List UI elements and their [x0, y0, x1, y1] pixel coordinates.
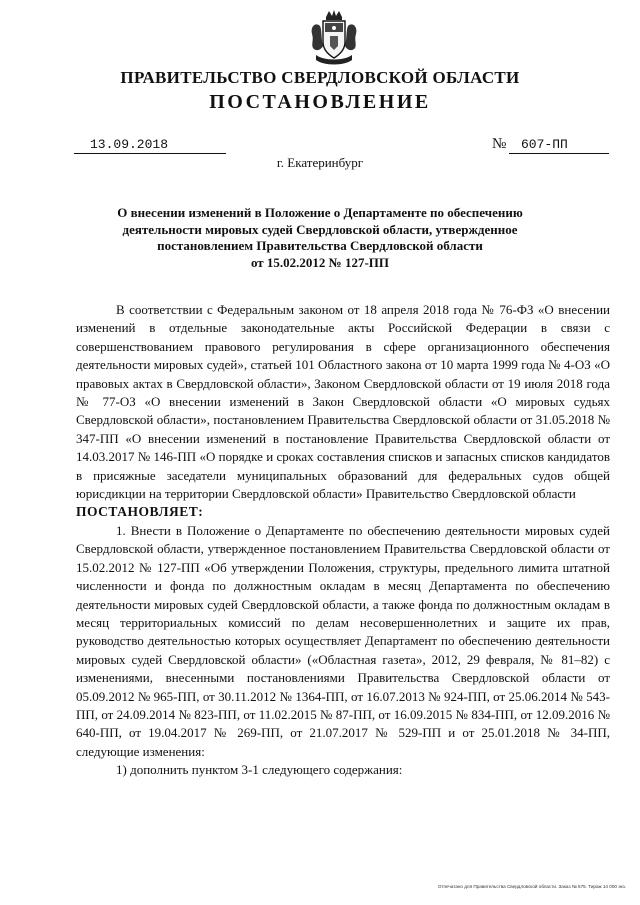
preamble-paragraph: В соответствии с Федеральным законом от 18 апреля 2018 года № 76-ФЗ «О внесении изменений в отдельные законодательные акты Российской Федерации в связи с совершенствованием правового регулирования в сфере организационного обеспечения деятельности мировых судей», статьей 101 Областного закона от 10 марта 1999 года № 4-ОЗ «О правовых актах в Свердловской области», Законом Свердловской области от 19 июля 2018 года № 77-ОЗ «О внесении изменений в Закон Свердловской области «О мировых судьях Свердловской области», постановлением Правительства Свердловской области от 31.05.2018 № 347-ПП «О внесении изменений в постановление Правительства Свердловской области от 14.03.2017 № 146-ПП «О порядке и сроках составления списков и запасных списков кандидатов в присяжные заседатели муниципальных образований для федеральных судов общей юрисдикции на территории Свердловской области» Правительство Свердловской области: [76, 302, 610, 502]
heading-line: постановлением Правительства Свердловской области: [157, 238, 483, 253]
heading-line: деятельности мировых судей Свердловской области, утвержденное: [122, 221, 518, 237]
government-title: ПРАВИТЕЛЬСТВО СВЕРДЛОВСКОЙ ОБЛАСТИ: [120, 68, 520, 87]
document-date: 13.09.2018: [74, 137, 226, 154]
heading-line: О внесении изменений в Положение о Департаменте по обеспечению: [117, 205, 523, 220]
item-1-paragraph: 1. Внести в Положение о Департаменте по обеспечению деятельности мировых судей Свердловской области, утвержденное постановлением Правительства Свердловской области от 15.02.2012 № 127-ПП «Об утверждении Положения, структуры, предельного лимита штатной численности и фонда по должностным окладам в месяц Департамента по обеспечению деятельности мировых судей Свердловской области, а также фонда по должностным окладам в месяц территориальных комиссий по делам несовершеннолетних и защите их прав, руководство деятельностью которых осуществляет Департамент по обеспечению деятельности мировых судей Свердловской области» («Областная газета», 2012, 29 февраля, № 81–82) с изменениями, внесенными постановлениями Правительства Свердловской области от 05.09.2012 № 965-ПП, от 30.11.2012 № 1364-ПП, от 16.07.2013 № 924-ПП, от 25.06.2014 № 543-ПП, от 24.09.2014 № 823-ПП, от 11.02.2015 № 87-ПП, от 16.09.2015 № 834-ПП, от 12.09.2016 № 640-ПП, от 19.04.2017 № 269-ПП, от 21.07.2017 № 529-ПП и от 25.01.2018 № 34-ПП, следующие изменения:: [76, 522, 610, 759]
document-number: 607-ПП: [509, 137, 609, 154]
heading-line: от 15.02.2012 № 127-ПП: [250, 254, 390, 270]
number-sign: №: [492, 136, 507, 152]
resolves-heading: ПОСТАНОВЛЯЕТ:: [76, 504, 204, 520]
print-note: Отпечатано для Правительства Свердловской области. Заказ № 575. Тираж 14 000 экз.: [437, 884, 626, 889]
item-1-subitem-1: 1) дополнить пунктом 3-1 следующего содержания:: [116, 762, 403, 778]
document-body: [76, 301, 610, 780]
coat-of-arms-icon: [304, 8, 364, 68]
city-name: г. Екатеринбург: [276, 155, 364, 170]
document-type-title: ПОСТАНОВЛЕНИЕ: [209, 91, 431, 113]
document-heading: [80, 205, 560, 271]
